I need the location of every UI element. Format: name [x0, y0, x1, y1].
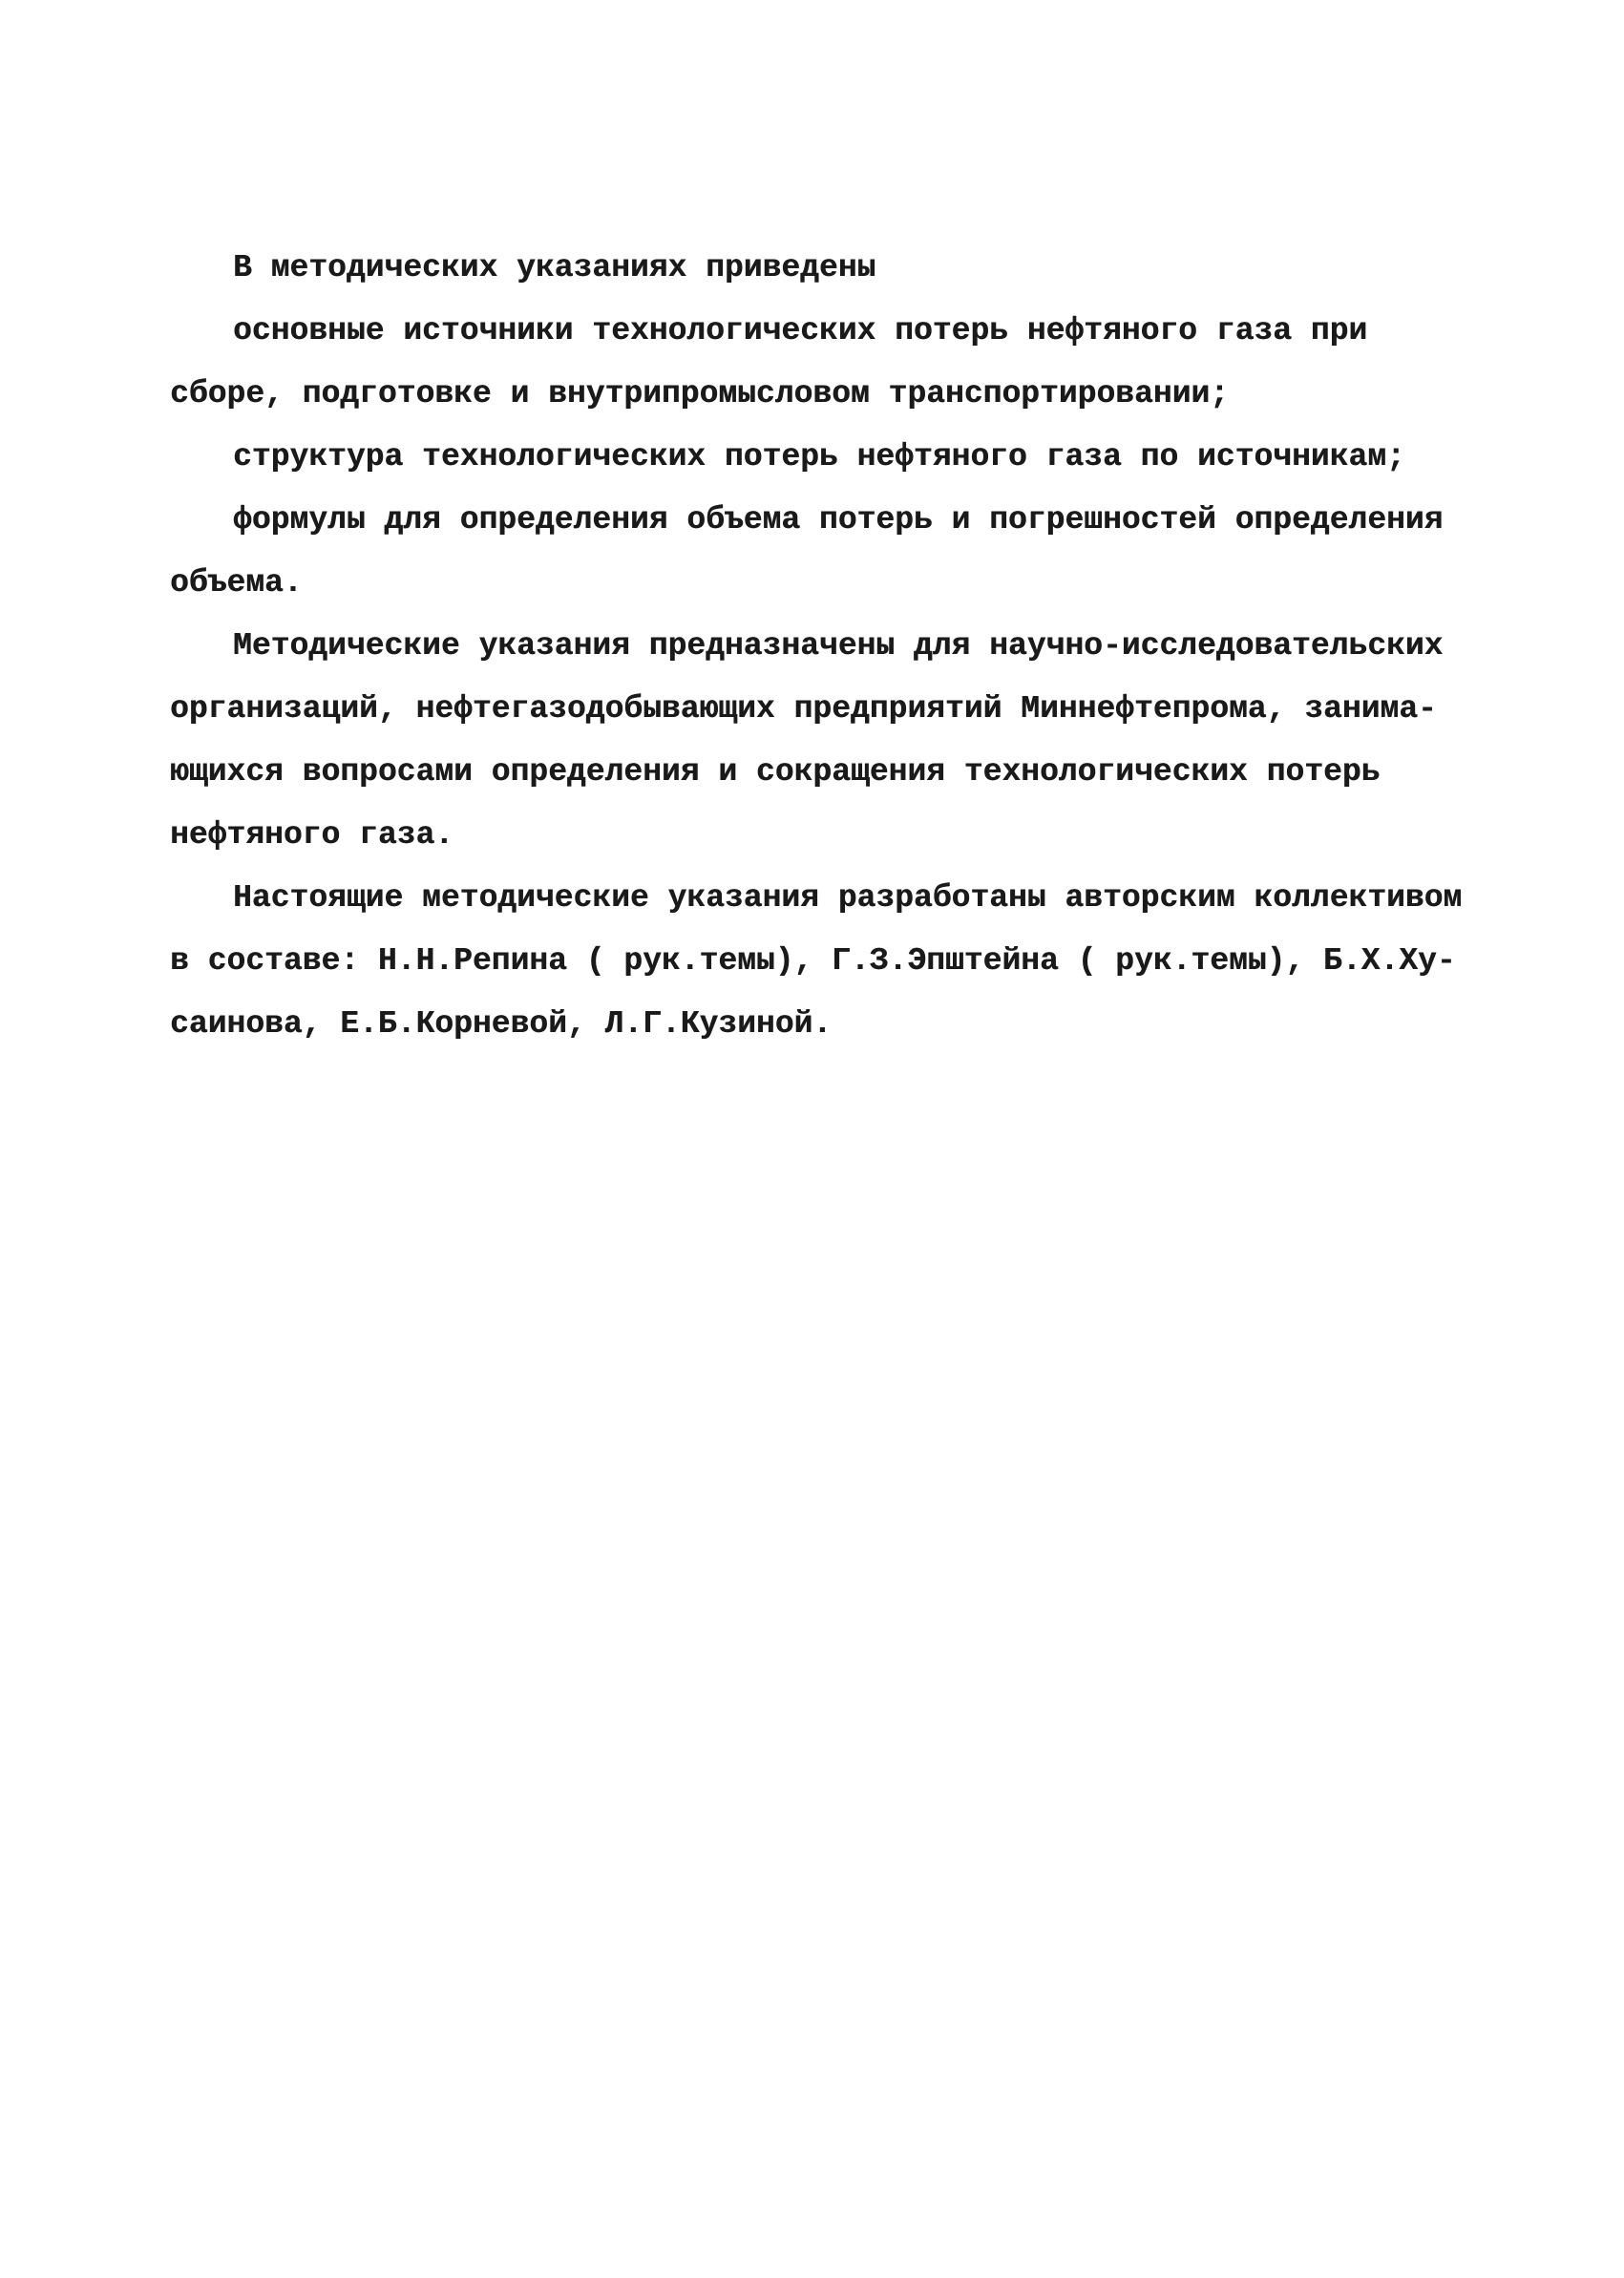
text-line: Настоящие методические указания разработаны авторским коллективом	[233, 880, 1463, 916]
text-line: основные источники технологических потерь нефтяного газа при	[233, 313, 1368, 348]
text-line: структура технологических потерь нефтяного газа по источникам;	[233, 439, 1405, 475]
text-line: в составе: Н.Н.Репина ( рук.темы), Г.З.Эпштейна ( рук.темы), Б.Х.Ху-	[170, 943, 1456, 979]
text-line: В методических указаниях приведены	[233, 250, 876, 285]
text-line: ющихся вопросами определения и сокращения технологических потерь	[170, 754, 1381, 790]
text-line: нефтяного газа.	[170, 817, 454, 853]
text-line: Методические указания предназначены для научно-исследовательских	[233, 628, 1444, 664]
text-line: организаций, нефтегазодобывающих предприятий Миннефтепрома, занима-	[170, 691, 1437, 727]
text-line: сборе, подготовке и внутрипромысловом транспортировании;	[170, 376, 1229, 411]
text-line: формулы для определения объема потерь и погрешностей определения	[233, 502, 1444, 538]
text-line: саинова, Е.Б.Корневой, Л.Г.Кузиной.	[170, 1006, 833, 1042]
text-line: объема.	[170, 565, 303, 601]
document-body	[170, 237, 1478, 1056]
